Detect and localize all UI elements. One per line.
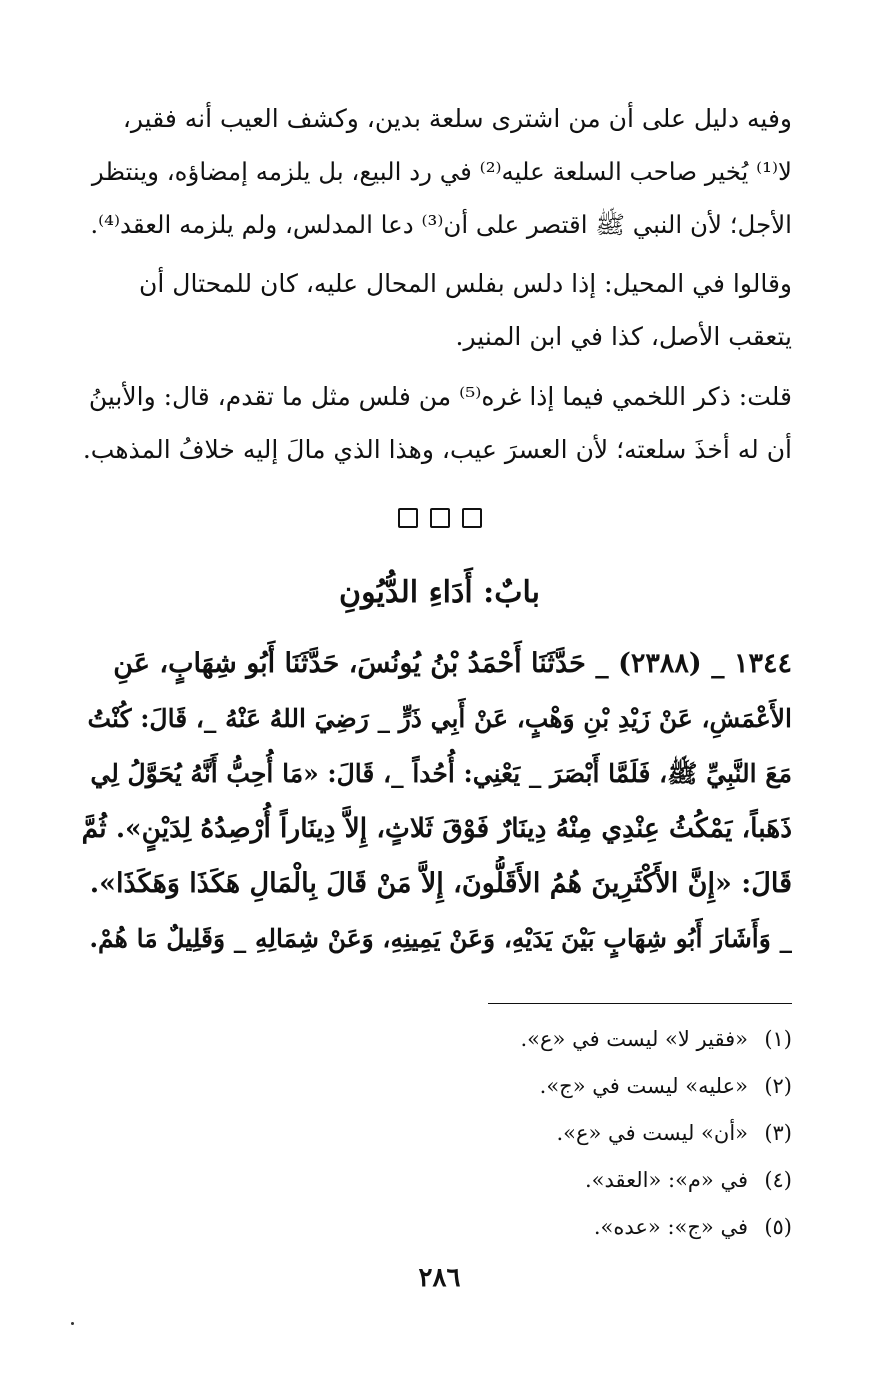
paragraph-1 <box>80 92 792 251</box>
hadith-line: ذَهَباً، يَمْكُثُ عِنْدِي مِنْهُ دِينَارٌ فَوْقَ ثَلاثٍ، إِلاَّ دِينَاراً أُرْصِدُهُ لِدَيْنٍ». ثُمَّ <box>81 813 792 844</box>
footnote-divider <box>488 1003 792 1004</box>
footnote-text: «عليه» ليست في «ج». <box>539 1074 748 1098</box>
footnote-number: (٥) <box>764 1215 792 1239</box>
footnote-number: (١) <box>764 1027 792 1051</box>
footnote-number: (٣) <box>764 1121 792 1145</box>
text-line: أن له أخذَ سلعته؛ لأن العسرَ عيب، وهذا الذي مالَ إليه خلافُ المذهب. <box>82 435 792 464</box>
footnote-number: (٢) <box>764 1074 792 1098</box>
square-ornament-icon <box>462 508 482 528</box>
text-line: قلت: ذكر اللخمي فيما إذا غره⁽⁵⁾ من فلس مثل ما تقدم، قال: والأبينُ <box>88 382 792 411</box>
footnote-text: في «م»: «العقد». <box>584 1168 748 1192</box>
footnote-number: (٤) <box>764 1168 792 1192</box>
section-separator <box>0 508 879 528</box>
footnote <box>300 1063 792 1110</box>
footnote-text: «فقير لا» ليست في «ع». <box>520 1027 748 1051</box>
scan-speck <box>71 1322 74 1325</box>
footnote-text: «أن» ليست في «ع». <box>556 1121 748 1145</box>
chapter-title: بابٌ: أَدَاءِ الدُّيُونِ <box>339 575 540 610</box>
page-number: ٢٨٦ <box>418 1263 461 1293</box>
square-ornament-icon <box>430 508 450 528</box>
footnotes <box>300 1016 792 1251</box>
paragraph-3 <box>80 370 792 476</box>
footnote-text: في «ج»: «عده». <box>593 1215 748 1239</box>
paragraph-2 <box>80 257 792 363</box>
square-ornament-icon <box>398 508 418 528</box>
footnote <box>300 1110 792 1157</box>
text-line: وقالوا في المحيل: إذا دلس بفلس المحال عليه، كان للمحتال أن <box>139 269 792 298</box>
hadith-line: _ وَأَشَارَ أَبُو شِهَابٍ بَيْنَ يَدَيْهِ، وَعَنْ يَمِينِهِ، وَعَنْ شِمَالِهِ _ وَقَلِيلٌ مَا هُمْ. <box>89 924 792 953</box>
footnote <box>300 1016 792 1063</box>
hadith-line: قَالَ: «إِنَّ الأَكْثَرِينَ هُمُ الأَقَلُّونَ، إِلاَّ مَنْ قَالَ بِالْمَالِ هَكَذَا وَهَكَذَا». <box>89 868 792 899</box>
text-line: لا⁽¹⁾ يُخير صاحب السلعة عليه⁽²⁾ في رد البيع، بل يلزمه إمضاؤه، وينتظر <box>91 157 792 186</box>
hadith-line: الأَعْمَشِ، عَنْ زَيْدِ بْنِ وَهْبٍ، عَنْ أَبِي ذَرٍّ _ رَضِيَ اللهُ عَنْهُ _، قَالَ: كُنْتُ <box>87 704 792 733</box>
footnote <box>300 1204 792 1251</box>
text-line: وفيه دليل على أن من اشترى سلعة بدين، وكشف العيب أنه فقير، <box>122 104 792 133</box>
hadith-line: ١٣٤٤ _ (٢٣٨٨) _ حَدَّثَنَا أَحْمَدُ بْنُ يُونُسَ، حَدَّثَنَا أَبُو شِهَابٍ، عَنِ <box>113 648 792 679</box>
hadith-text <box>80 636 792 966</box>
text-line: الأجل؛ لأن النبي ﷺ اقتصر على أن⁽³⁾ دعا المدلس، ولم يلزمه العقد⁽⁴⁾. <box>90 210 792 239</box>
text-line: يتعقب الأصل، كذا في ابن المنير. <box>455 322 792 351</box>
hadith-line: مَعَ النَّبِيِّ ﷺ، فَلَمَّا أَبْصَرَ _ يَعْنِي: أُحُداً _، قَالَ: «مَا أُحِبُّ أَنَّهُ يُحَوَّلُ لِي <box>90 759 792 788</box>
footnote <box>300 1157 792 1204</box>
